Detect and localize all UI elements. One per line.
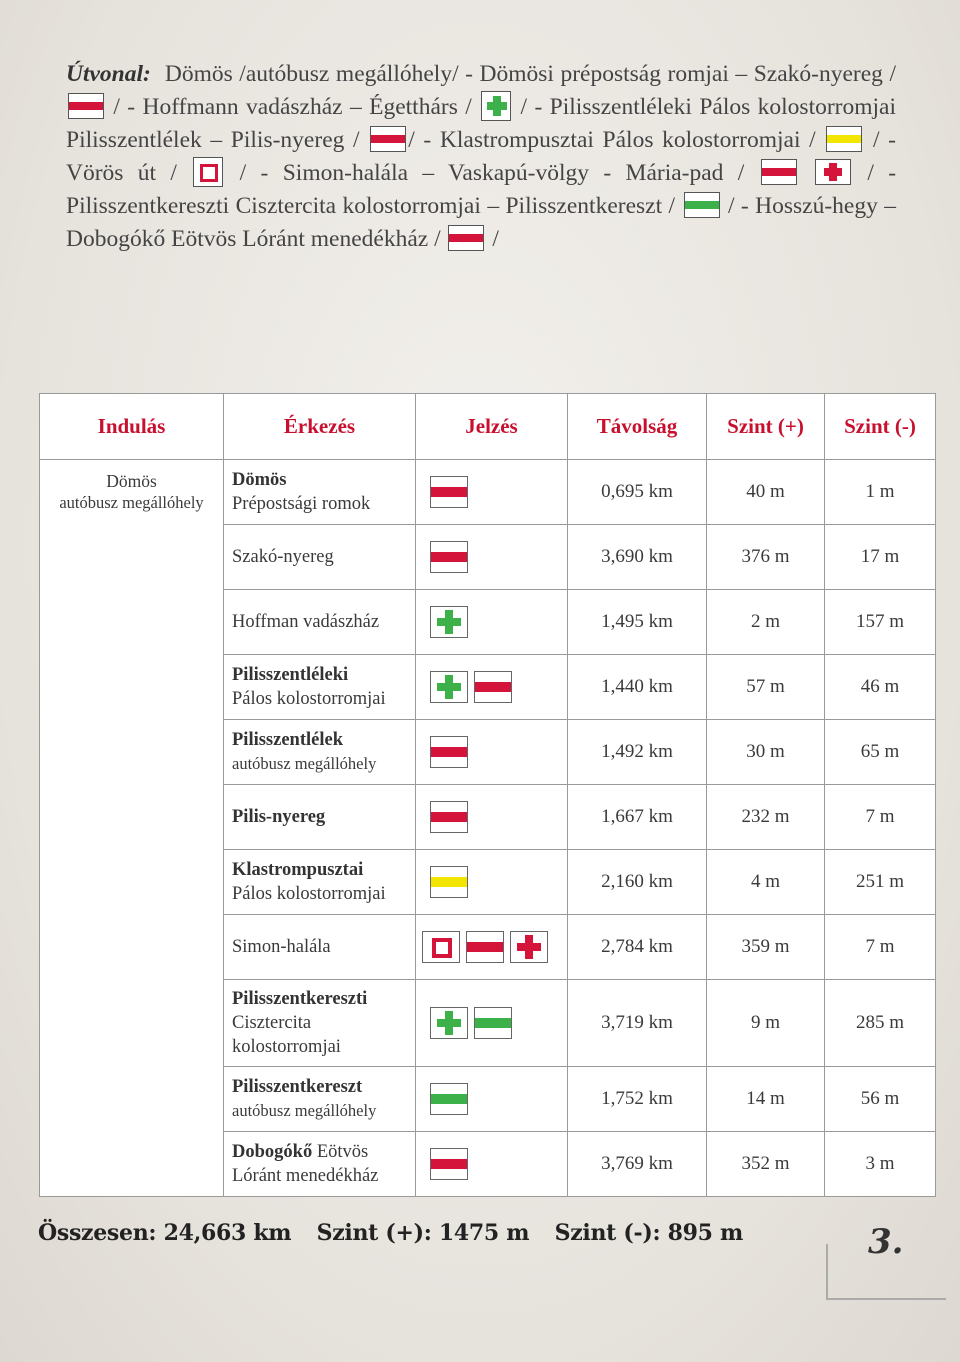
ascent-cell: 376 m [707, 525, 825, 590]
distance-cell: 3,690 km [568, 525, 707, 590]
route-label: Útvonal: [66, 61, 151, 87]
marking-cell [416, 850, 568, 915]
ascent-cell: 30 m [707, 720, 825, 785]
arrival-detail: Szakó-nyereg [232, 547, 334, 567]
route-segment: Dobogókő Eötvös Lóránt menedékház / [66, 226, 441, 252]
green-stripe-icon [474, 1007, 512, 1039]
table-row [40, 720, 936, 785]
header-ascent: Szint (+) [707, 394, 825, 460]
departure-cell [40, 655, 224, 720]
table-row [40, 460, 936, 525]
red-square-icon [193, 157, 223, 187]
summary-line [38, 1220, 761, 1246]
marking-cell [416, 980, 568, 1067]
distance-cell: 1,752 km [568, 1067, 707, 1132]
arrival-cell [224, 850, 416, 915]
red-stripe-icon [430, 541, 468, 573]
arrival-name: Pilisszentléleki [232, 665, 349, 685]
summary-total: Összesen: 24,663 km [38, 1220, 292, 1246]
table-row [40, 590, 936, 655]
arrival-detail: autóbusz megállóhely [232, 754, 377, 773]
route-segment: / - Hoffmann vadászház – Égetthárs / [113, 94, 472, 120]
distance-cell: 1,667 km [568, 785, 707, 850]
green-cross-icon [481, 91, 511, 121]
arrival-cell [224, 1132, 416, 1197]
red-stripe-icon [430, 736, 468, 768]
departure-cell [40, 785, 224, 850]
page-number: 3. [868, 1222, 904, 1262]
arrival-cell [224, 1067, 416, 1132]
corner-divider-horizontal [826, 1298, 946, 1300]
route-segment: - Pilisszentléleki Pálos kolostorromjai Pilisszentlélek – Pilis-nyereg / [66, 94, 897, 153]
arrival-cell [224, 460, 416, 525]
departure-cell [40, 1132, 224, 1197]
ascent-cell: 4 m [707, 850, 825, 915]
table-row [40, 655, 936, 720]
table-row [40, 525, 936, 590]
arrival-name: Pilisszentkereszti [232, 989, 368, 1009]
table-row [40, 785, 936, 850]
green-cross-icon [430, 1007, 468, 1039]
marking-cell [416, 785, 568, 850]
ascent-cell: 57 m [707, 655, 825, 720]
arrival-detail: Prépostsági romok [232, 494, 371, 514]
arrival-detail: Pálos kolostorromjai [232, 689, 386, 709]
departure-name: Dömös [106, 471, 157, 491]
red-stripe-icon [761, 159, 797, 185]
arrival-detail: autóbusz megállóhely [232, 1101, 377, 1120]
marking-cell [416, 655, 568, 720]
red-stripe-icon [370, 126, 406, 152]
route-segment: - Klastrompusztai Pálos kolostorromjai / [423, 127, 816, 153]
marking-cell [416, 525, 568, 590]
route-table [39, 393, 936, 1197]
green-cross-icon [430, 671, 468, 703]
route-segment: / - Hosszú-hegy – [727, 193, 897, 219]
header-marking: Jelzés [416, 394, 568, 460]
departure-detail: autóbusz megállóhely [59, 493, 204, 512]
arrival-name: Klastrompusztai [232, 860, 364, 880]
arrival-detail: Cisztercita kolostorromjai [232, 1013, 341, 1057]
route-segment: Cisztercita kolostorromjai – Pilisszentkereszt / [235, 193, 676, 219]
departure-cell [40, 590, 224, 655]
header-descent: Szint (-) [825, 394, 936, 460]
departure-cell [40, 525, 224, 590]
departure-cell [40, 720, 224, 785]
red-cross-icon [510, 931, 548, 963]
green-cross-icon [430, 606, 468, 638]
table-row [40, 915, 936, 980]
table-row [40, 1067, 936, 1132]
route-segment: Simon-halála – Vaskapú-völgy - Mária-pad / [282, 160, 745, 186]
red-stripe-icon [430, 476, 468, 508]
red-stripe-icon [448, 225, 484, 251]
descent-cell: 46 m [825, 655, 936, 720]
arrival-name: Pilisszentlélek [232, 730, 343, 750]
distance-cell: 0,695 km [568, 460, 707, 525]
route-segment: / [520, 94, 528, 120]
header-departure: Indulás [40, 394, 224, 460]
descent-cell: 3 m [825, 1132, 936, 1197]
red-stripe-icon [430, 801, 468, 833]
route-segment: / [408, 127, 415, 153]
arrival-detail: Simon-halála [232, 937, 331, 957]
red-square-icon [422, 931, 460, 963]
route-description [66, 58, 896, 256]
red-stripe-icon [466, 931, 504, 963]
marking-cell [416, 590, 568, 655]
descent-cell: 17 m [825, 525, 936, 590]
route-segment: / - [239, 160, 269, 186]
table-row [40, 1132, 936, 1197]
arrival-name: Pilis-nyereg [232, 807, 326, 827]
marking-cell [416, 720, 568, 785]
arrival-cell [224, 980, 416, 1067]
ascent-cell: 9 m [707, 980, 825, 1067]
route-segment: / [492, 226, 499, 252]
arrival-cell [224, 655, 416, 720]
ascent-cell: 14 m [707, 1067, 825, 1132]
distance-cell: 1,492 km [568, 720, 707, 785]
corner-divider-vertical [826, 1244, 828, 1300]
descent-cell: 251 m [825, 850, 936, 915]
distance-cell: 2,784 km [568, 915, 707, 980]
header-distance: Távolság [568, 394, 707, 460]
departure-cell [40, 1067, 224, 1132]
arrival-cell [224, 720, 416, 785]
header-arrival: Érkezés [224, 394, 416, 460]
arrival-cell [224, 590, 416, 655]
distance-cell: 1,440 km [568, 655, 707, 720]
yellow-stripe-icon [826, 126, 862, 152]
red-stripe-icon [68, 93, 104, 119]
arrival-cell [224, 785, 416, 850]
summary-ascent: Szint (+): 1475 m [316, 1220, 530, 1246]
descent-cell: 7 m [825, 785, 936, 850]
descent-cell: 285 m [825, 980, 936, 1067]
departure-cell [40, 850, 224, 915]
distance-cell: 1,495 km [568, 590, 707, 655]
table-header-row [40, 394, 936, 460]
summary-descent: Szint (-): 895 m [554, 1220, 743, 1246]
route-segment: / - Vörös út / [66, 127, 897, 186]
arrival-cell [224, 525, 416, 590]
route-segment: Szakó-nyereg / [753, 61, 896, 87]
arrival-detail: Pálos kolostorromjai [232, 884, 386, 904]
ascent-cell: 352 m [707, 1132, 825, 1197]
departure-cell [40, 980, 224, 1067]
table-row [40, 980, 936, 1067]
green-stripe-icon [430, 1083, 468, 1115]
ascent-cell: 40 m [707, 460, 825, 525]
departure-cell [40, 915, 224, 980]
red-stripe-icon [474, 671, 512, 703]
route-start: Dömös /autóbusz megállóhely/ - Dömösi prépostság romjai – [164, 61, 748, 87]
descent-cell: 56 m [825, 1067, 936, 1132]
descent-cell: 157 m [825, 590, 936, 655]
descent-cell: 7 m [825, 915, 936, 980]
arrival-cell [224, 915, 416, 980]
arrival-name: Dömös [232, 470, 287, 490]
distance-cell: 2,160 km [568, 850, 707, 915]
distance-cell: 3,769 km [568, 1132, 707, 1197]
arrival-detail: Eötvös Lóránt menedékház [232, 1142, 379, 1186]
red-stripe-icon [430, 1148, 468, 1180]
arrival-name: Dobogókő [232, 1142, 313, 1162]
red-cross-icon [815, 159, 851, 185]
route-segment: / - Pilisszentkereszti [66, 160, 897, 219]
ascent-cell: 359 m [707, 915, 825, 980]
table-row [40, 850, 936, 915]
ascent-cell: 232 m [707, 785, 825, 850]
departure-cell [40, 460, 224, 525]
descent-cell: 1 m [825, 460, 936, 525]
ascent-cell: 2 m [707, 590, 825, 655]
marking-cell [416, 915, 568, 980]
marking-cell [416, 460, 568, 525]
marking-cell [416, 1067, 568, 1132]
marking-cell [416, 1132, 568, 1197]
arrival-detail: Hoffman vadászház [232, 612, 380, 632]
yellow-stripe-icon [430, 866, 468, 898]
distance-cell: 3,719 km [568, 980, 707, 1067]
descent-cell: 65 m [825, 720, 936, 785]
arrival-name: Pilisszentkereszt [232, 1077, 363, 1097]
green-stripe-icon [684, 192, 720, 218]
